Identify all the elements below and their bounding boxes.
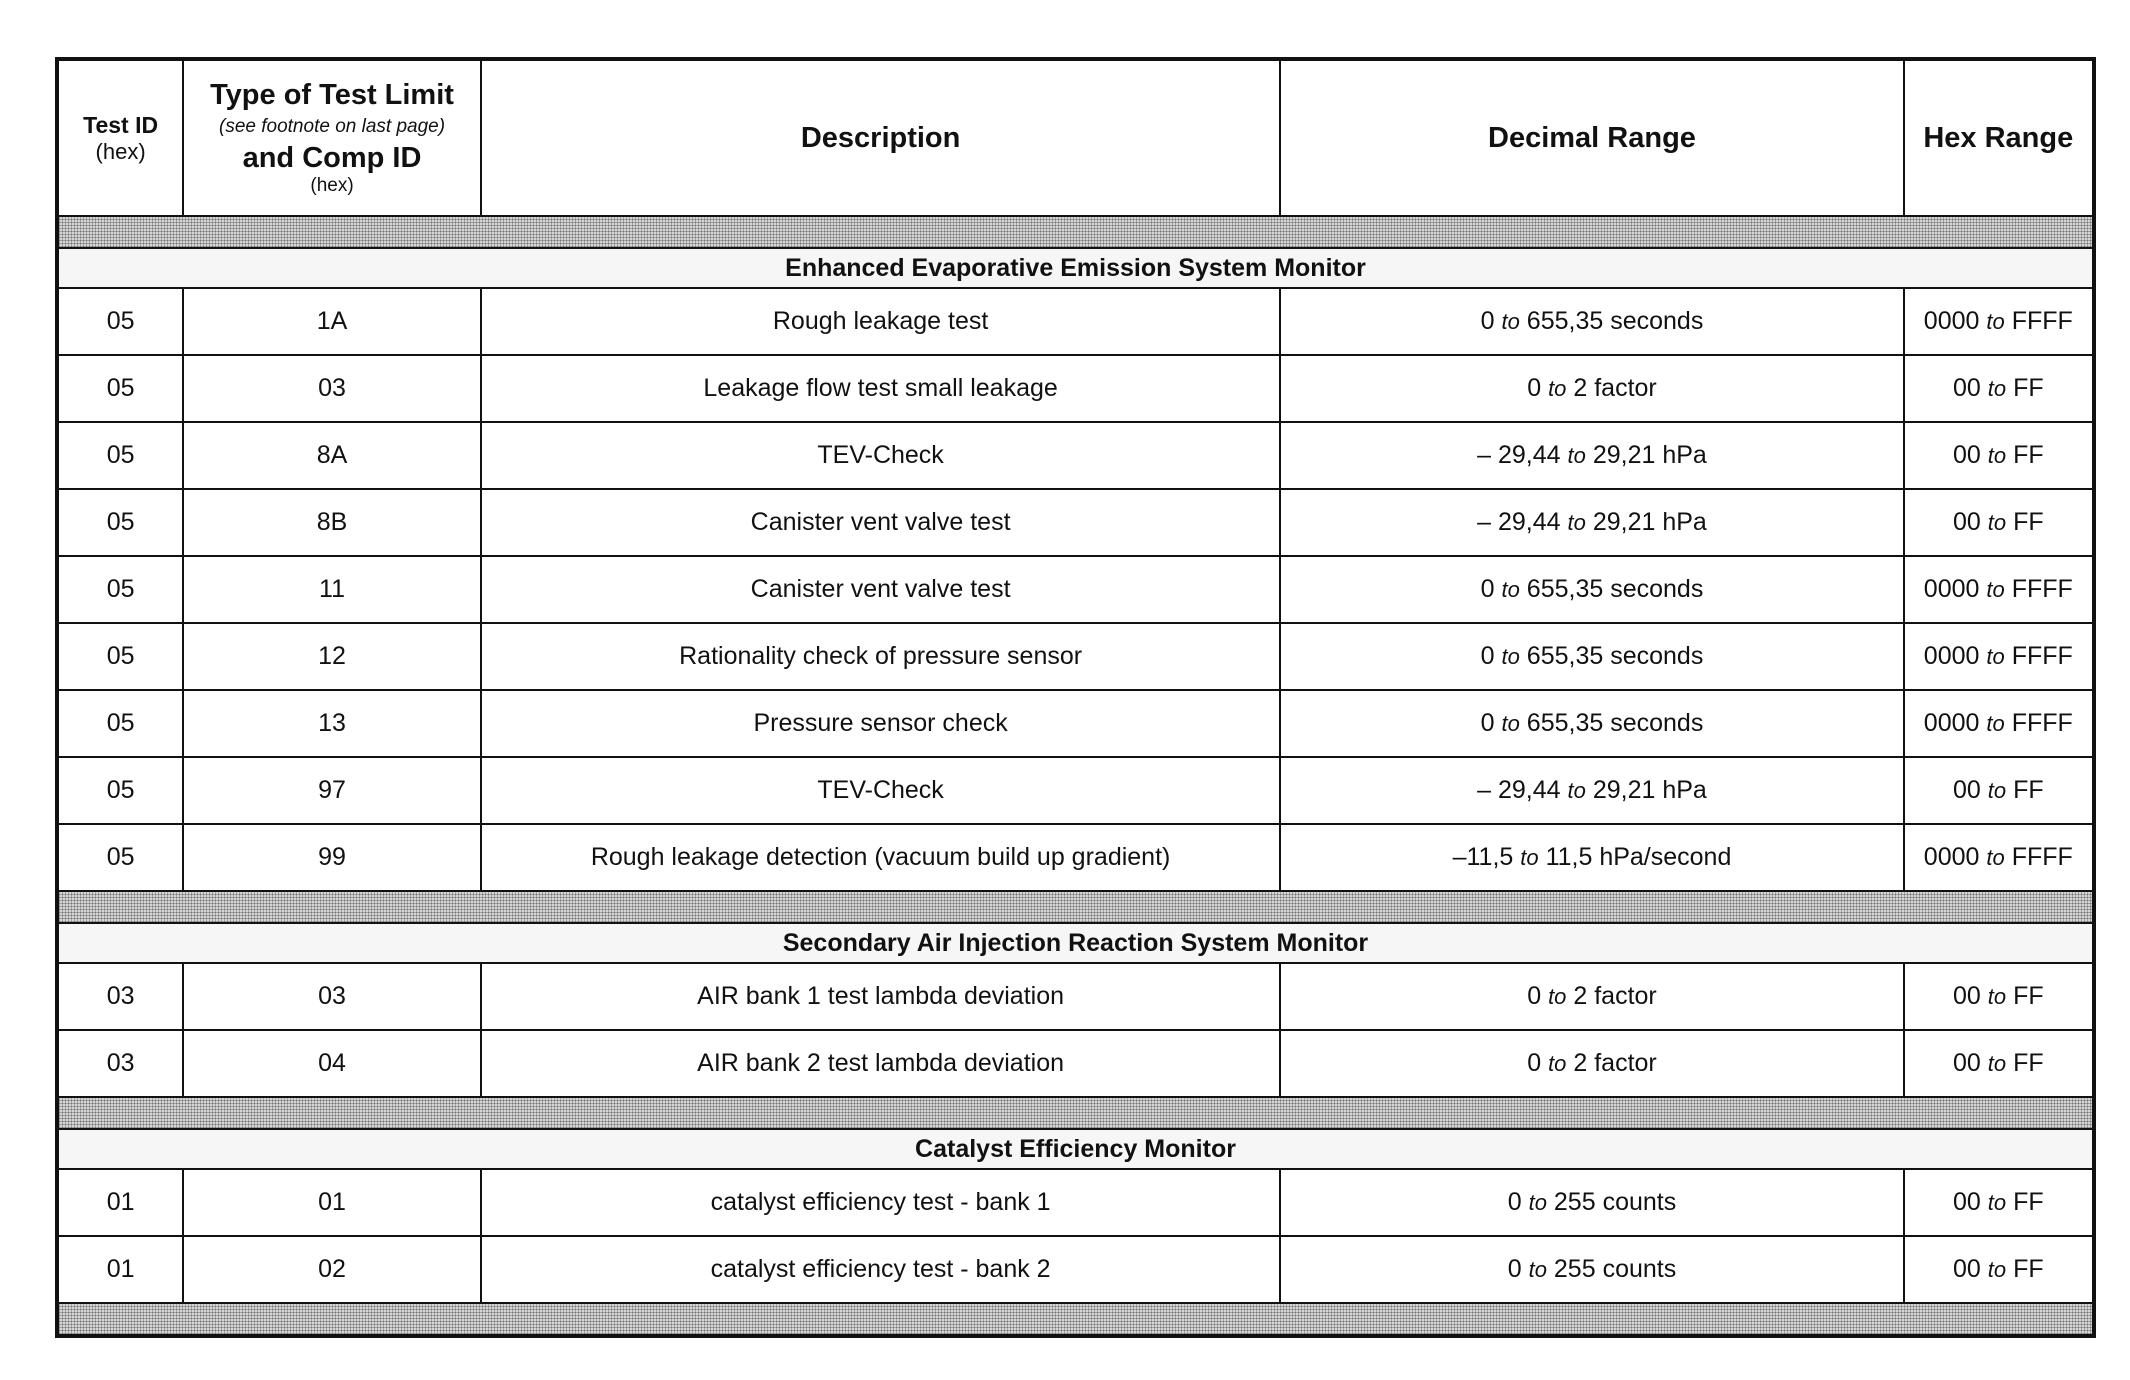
decimal-range-cell xyxy=(1280,824,1903,891)
decimal-range-cell xyxy=(1280,556,1903,623)
hex-range-cell-to: FF xyxy=(2013,441,2044,469)
description-cell: Leakage flow test small leakage xyxy=(481,355,1281,422)
decimal-range-cell-from: 0 xyxy=(1507,1255,1522,1283)
decimal-range-cell-to: 655,35 seconds xyxy=(1526,709,1704,737)
decimal-range-cell-from: 0 xyxy=(1527,982,1542,1010)
description-cell: AIR bank 1 test lambda deviation xyxy=(481,963,1281,1030)
test-id-sub-label: (hex) xyxy=(95,138,146,164)
range-to-word: to xyxy=(1501,644,1520,669)
decimal-range-cell xyxy=(1280,288,1903,355)
decimal-range-cell-to: 29,21 hPa xyxy=(1592,441,1707,469)
decimal-range-cell-to: 2 factor xyxy=(1573,1049,1657,1077)
section-title: Enhanced Evaporative Emission System Monitor xyxy=(57,248,2094,288)
test-id-cell: 01 xyxy=(57,1169,183,1236)
test-id-cell: 05 xyxy=(57,690,183,757)
range-to-word: to xyxy=(1986,577,2005,602)
decimal-range-cell-from: – 29,44 xyxy=(1477,508,1561,536)
hex-range-cell-from: 0000 xyxy=(1923,843,1980,871)
hex-range-cell-to: FF xyxy=(2013,508,2044,536)
hex-range-cell xyxy=(1904,1236,2094,1303)
table-row xyxy=(57,963,2094,1030)
decimal-range-cell xyxy=(1280,422,1903,489)
range-to-word: to xyxy=(1987,778,2007,803)
separator-cell xyxy=(57,891,2094,923)
hex-range-cell-from: 0000 xyxy=(1923,575,1980,603)
hex-range-cell-to: FFFF xyxy=(2011,575,2073,603)
test-id-cell: 05 xyxy=(57,623,183,690)
comp-id-cell: 04 xyxy=(183,1030,481,1097)
section-title: Catalyst Efficiency Monitor xyxy=(57,1129,2094,1169)
hex-range-cell xyxy=(1904,824,2094,891)
comp-id-cell: 02 xyxy=(183,1236,481,1303)
comp-id-cell: 03 xyxy=(183,963,481,1030)
table-row xyxy=(57,1236,2094,1303)
comp-id-cell: 01 xyxy=(183,1169,481,1236)
table-row xyxy=(57,288,2094,355)
hex-range-cell xyxy=(1904,422,2094,489)
decimal-range-cell-to: 2 factor xyxy=(1573,374,1657,402)
hex-range-cell xyxy=(1904,1030,2094,1097)
hex-range-cell xyxy=(1904,690,2094,757)
range-to-word: to xyxy=(1987,1190,2007,1215)
decimal-range-cell-from: 0 xyxy=(1480,307,1495,335)
hex-range-cell-to: FF xyxy=(2013,374,2044,402)
test-id-cell: 05 xyxy=(57,489,183,556)
test-id-cell: 05 xyxy=(57,556,183,623)
hex-range-cell-from: 00 xyxy=(1952,776,1981,804)
hex-range-cell-to: FF xyxy=(2013,1049,2044,1077)
hex-range-cell-to: FF xyxy=(2013,982,2044,1010)
separator-band xyxy=(57,1097,2094,1129)
table-row xyxy=(57,757,2094,824)
range-to-word: to xyxy=(1986,845,2005,870)
header-hex-range xyxy=(1904,59,2094,216)
hex-range-cell-from: 00 xyxy=(1952,982,1981,1010)
description-cell: Pressure sensor check xyxy=(481,690,1281,757)
table-row xyxy=(57,1030,2094,1097)
hex-range-cell-from: 00 xyxy=(1952,441,1981,469)
separator-cell xyxy=(57,1303,2094,1336)
decimal-range-cell xyxy=(1280,489,1903,556)
description-cell: Canister vent valve test xyxy=(481,489,1281,556)
decimal-range-cell-from: 0 xyxy=(1480,642,1495,670)
range-to-word: to xyxy=(1987,443,2007,468)
comp-id-cell: 03 xyxy=(183,355,481,422)
range-to-word: to xyxy=(1520,845,1539,870)
decimal-range-cell xyxy=(1280,963,1903,1030)
decimal-range-cell-from: 0 xyxy=(1527,1049,1542,1077)
test-id-label: Test ID xyxy=(83,111,159,138)
description-cell: TEV-Check xyxy=(481,422,1281,489)
decimal-range-cell-to: 255 counts xyxy=(1553,1188,1677,1216)
decimal-range-cell-to: 11,5 hPa/second xyxy=(1545,843,1732,871)
range-to-word: to xyxy=(1986,644,2005,669)
decimal-range-cell-from: –11,5 xyxy=(1452,843,1514,871)
decimal-range-cell xyxy=(1280,355,1903,422)
decimal-range-cell-from: 0 xyxy=(1507,1188,1522,1216)
hex-range-cell-to: FFFF xyxy=(2011,709,2073,737)
section-header-row xyxy=(57,1129,2094,1169)
hex-range-cell-from: 00 xyxy=(1952,508,1981,536)
hex-range-cell-from: 0000 xyxy=(1923,709,1980,737)
hex-range-cell-to: FF xyxy=(2013,1188,2044,1216)
hex-range-cell-to: FFFF xyxy=(2011,642,2073,670)
table-row xyxy=(57,422,2094,489)
decimal-range-cell-to: 655,35 seconds xyxy=(1526,575,1704,603)
table-row xyxy=(57,824,2094,891)
range-to-word: to xyxy=(1567,510,1586,535)
decimal-range-cell xyxy=(1280,1236,1903,1303)
hex-range-cell-to: FFFF xyxy=(2011,307,2073,335)
decimal-range-cell-from: – 29,44 xyxy=(1477,441,1561,469)
separator-band xyxy=(57,216,2094,248)
decimal-range-cell-to: 29,21 hPa xyxy=(1592,508,1707,536)
header-type-comp-id xyxy=(183,59,481,216)
decimal-range-cell xyxy=(1280,623,1903,690)
comp-id-cell: 11 xyxy=(183,556,481,623)
comp-id-cell: 12 xyxy=(183,623,481,690)
table-body xyxy=(57,216,2094,1336)
header-decimal-range xyxy=(1280,59,1903,216)
range-to-word: to xyxy=(1528,1190,1547,1215)
table-row xyxy=(57,623,2094,690)
section-header-row xyxy=(57,248,2094,288)
range-to-word: to xyxy=(1987,510,2007,535)
hex-range-cell-from: 00 xyxy=(1952,1188,1981,1216)
decimal-range-cell-from: – 29,44 xyxy=(1477,776,1561,804)
range-to-word: to xyxy=(1987,1257,2007,1282)
hex-range-cell-from: 00 xyxy=(1952,374,1981,402)
test-id-cell: 05 xyxy=(57,288,183,355)
comp-id-cell: 99 xyxy=(183,824,481,891)
decimal-range-label: Decimal Range xyxy=(1488,121,1696,154)
test-id-cell: 03 xyxy=(57,1030,183,1097)
test-id-cell: 05 xyxy=(57,422,183,489)
test-id-cell: 05 xyxy=(57,824,183,891)
decimal-range-cell xyxy=(1280,1169,1903,1236)
decimal-range-cell xyxy=(1280,1030,1903,1097)
hex-range-cell xyxy=(1904,623,2094,690)
header-row xyxy=(57,59,2094,216)
hex-range-cell xyxy=(1904,556,2094,623)
decimal-range-cell-from: 0 xyxy=(1527,374,1542,402)
separator-band xyxy=(57,1303,2094,1336)
separator-cell xyxy=(57,1097,2094,1129)
range-to-word: to xyxy=(1528,1257,1547,1282)
hex-range-cell xyxy=(1904,757,2094,824)
range-to-word: to xyxy=(1501,711,1520,736)
comp-id-sub-label: (hex) xyxy=(310,175,354,196)
hex-range-cell-from: 0000 xyxy=(1923,307,1980,335)
comp-id-cell: 97 xyxy=(183,757,481,824)
range-to-word: to xyxy=(1567,778,1586,803)
range-to-word: to xyxy=(1987,376,2007,401)
footnote-note: (see footnote on last page) xyxy=(219,116,446,137)
description-cell: TEV-Check xyxy=(481,757,1281,824)
hex-range-cell-to: FF xyxy=(2013,1255,2044,1283)
section-header-row xyxy=(57,923,2094,963)
hex-range-cell-from: 0000 xyxy=(1923,642,1980,670)
separator-band xyxy=(57,891,2094,923)
hex-range-cell xyxy=(1904,288,2094,355)
table-row xyxy=(57,355,2094,422)
range-to-word: to xyxy=(1548,984,1567,1009)
comp-id-label: and Comp ID xyxy=(242,142,422,174)
description-label: Description xyxy=(800,121,961,154)
hex-range-cell-from: 00 xyxy=(1952,1255,1981,1283)
comp-id-cell: 8B xyxy=(183,489,481,556)
test-id-cell: 05 xyxy=(57,355,183,422)
range-to-word: to xyxy=(1567,443,1586,468)
test-id-cell: 05 xyxy=(57,757,183,824)
description-cell: catalyst efficiency test - bank 1 xyxy=(481,1169,1281,1236)
test-id-cell: 03 xyxy=(57,963,183,1030)
description-cell: Rationality check of pressure sensor xyxy=(481,623,1281,690)
description-cell: Canister vent valve test xyxy=(481,556,1281,623)
hex-range-cell-to: FF xyxy=(2013,776,2044,804)
comp-id-cell: 8A xyxy=(183,422,481,489)
hex-range-cell xyxy=(1904,355,2094,422)
decimal-range-cell-to: 655,35 seconds xyxy=(1526,307,1704,335)
header-test-id xyxy=(57,59,183,216)
range-to-word: to xyxy=(1501,309,1520,334)
table-row xyxy=(57,556,2094,623)
decimal-range-cell-to: 2 factor xyxy=(1573,982,1657,1010)
range-to-word: to xyxy=(1986,711,2005,736)
type-of-test-limit-label: Type of Test Limit xyxy=(210,79,454,111)
range-to-word: to xyxy=(1987,1051,2007,1076)
hex-range-cell-to: FFFF xyxy=(2011,843,2073,871)
test-id-cell: 01 xyxy=(57,1236,183,1303)
hex-range-cell xyxy=(1904,1169,2094,1236)
comp-id-cell: 13 xyxy=(183,690,481,757)
range-to-word: to xyxy=(1986,309,2005,334)
range-to-word: to xyxy=(1548,1051,1567,1076)
decimal-range-cell-to: 655,35 seconds xyxy=(1526,642,1704,670)
description-cell: AIR bank 2 test lambda deviation xyxy=(481,1030,1281,1097)
range-to-word: to xyxy=(1548,376,1567,401)
table-row xyxy=(57,489,2094,556)
decimal-range-cell-from: 0 xyxy=(1480,575,1495,603)
description-cell: Rough leakage detection (vacuum build up gradient) xyxy=(481,824,1281,891)
decimal-range-cell-from: 0 xyxy=(1480,709,1495,737)
hex-range-cell-from: 00 xyxy=(1952,1049,1981,1077)
separator-cell xyxy=(57,216,2094,248)
section-title: Secondary Air Injection Reaction System Monitor xyxy=(57,923,2094,963)
description-cell: catalyst efficiency test - bank 2 xyxy=(481,1236,1281,1303)
hex-range-label: Hex Range xyxy=(1923,121,2074,154)
hex-range-cell xyxy=(1904,489,2094,556)
decimal-range-cell xyxy=(1280,757,1903,824)
range-to-word: to xyxy=(1501,577,1520,602)
header-description xyxy=(481,59,1281,216)
table-row xyxy=(57,1169,2094,1236)
comp-id-cell: 1A xyxy=(183,288,481,355)
decimal-range-cell-to: 29,21 hPa xyxy=(1592,776,1707,804)
description-cell: Rough leakage test xyxy=(481,288,1281,355)
hex-range-cell xyxy=(1904,963,2094,1030)
range-to-word: to xyxy=(1987,984,2007,1009)
table-row xyxy=(57,690,2094,757)
decimal-range-cell-to: 255 counts xyxy=(1553,1255,1677,1283)
decimal-range-cell xyxy=(1280,690,1903,757)
test-limits-table xyxy=(55,57,2096,1338)
